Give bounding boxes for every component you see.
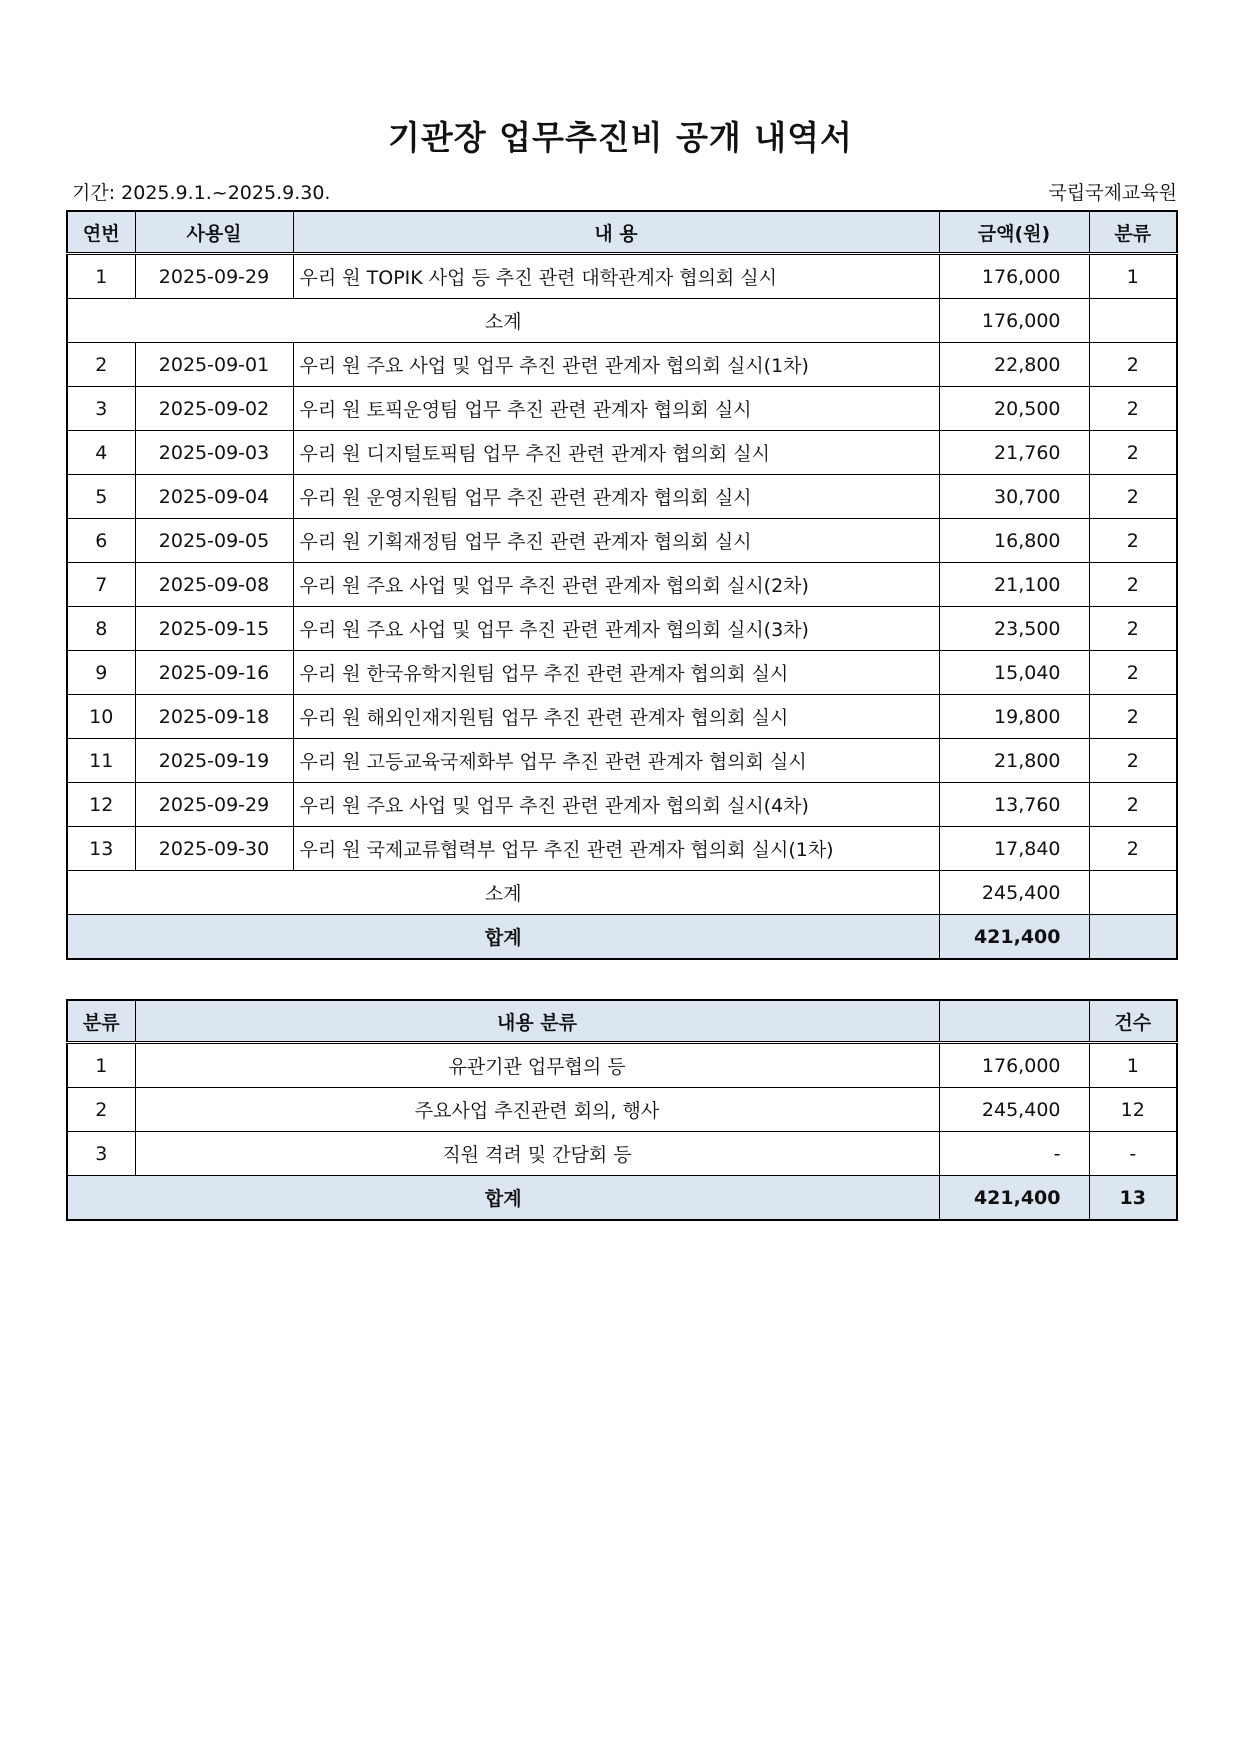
summary-total-label: 합계	[67, 1176, 939, 1221]
row-category: 2	[1089, 519, 1177, 563]
row-no: 6	[67, 519, 135, 563]
table-row	[67, 783, 1177, 827]
row-date: 2025-09-03	[135, 431, 293, 475]
row-content: 우리 원 디지털토픽팀 업무 추진 관련 관계자 협의회 실시	[293, 431, 939, 475]
table-row	[67, 1043, 1177, 1088]
table-row	[67, 739, 1177, 783]
row-date: 2025-09-04	[135, 475, 293, 519]
row-category: 2	[1089, 475, 1177, 519]
row-category: 2	[1089, 387, 1177, 431]
row-date: 2025-09-19	[135, 739, 293, 783]
subtotal-row	[67, 871, 1177, 915]
row-date: 2025-09-29	[135, 783, 293, 827]
row-content: 우리 원 해외인재지원팀 업무 추진 관련 관계자 협의회 실시	[293, 695, 939, 739]
organization-name: 국립국제교육원	[1048, 182, 1177, 204]
row-category: 2	[1089, 431, 1177, 475]
row-amount: 21,760	[939, 431, 1089, 475]
row-date: 2025-09-15	[135, 607, 293, 651]
header-amount: 금액(원)	[939, 211, 1089, 254]
total-label: 합계	[67, 915, 939, 960]
summary-count: 1	[1089, 1043, 1177, 1088]
summary-category: 1	[67, 1043, 135, 1088]
row-amount: 16,800	[939, 519, 1089, 563]
row-amount: 21,800	[939, 739, 1089, 783]
table-row	[67, 431, 1177, 475]
summary-amount: 176,000	[939, 1043, 1089, 1088]
summary-table-header	[67, 1000, 1177, 1043]
row-amount: 15,040	[939, 651, 1089, 695]
document-title: 기관장 업무추진비 공개 내역서	[388, 118, 853, 157]
row-content: 우리 원 기획재정팀 업무 추진 관련 관계자 협의회 실시	[293, 519, 939, 563]
row-category: 2	[1089, 607, 1177, 651]
summary-amount: 245,400	[939, 1088, 1089, 1132]
row-no: 13	[67, 827, 135, 871]
table-row	[67, 607, 1177, 651]
row-content: 우리 원 주요 사업 및 업무 추진 관련 관계자 협의회 실시(1차)	[293, 343, 939, 387]
table-row	[67, 563, 1177, 607]
table-row	[67, 1132, 1177, 1176]
row-content: 우리 원 고등교육국제화부 업무 추진 관련 관계자 협의회 실시	[293, 739, 939, 783]
row-no: 4	[67, 431, 135, 475]
subtotal-amount: 245,400	[939, 871, 1089, 915]
table-row	[67, 254, 1177, 299]
summary-content: 유관기관 업무협의 등	[135, 1043, 939, 1088]
table-row	[67, 387, 1177, 431]
row-amount: 23,500	[939, 607, 1089, 651]
table-row	[67, 827, 1177, 871]
total-category-empty	[1089, 915, 1177, 960]
row-date: 2025-09-29	[135, 254, 293, 299]
row-amount: 176,000	[939, 254, 1089, 299]
row-no: 5	[67, 475, 135, 519]
summary-header-category: 분류	[67, 1000, 135, 1043]
summary-total-row	[67, 1176, 1177, 1221]
category-summary-table	[66, 999, 1178, 1221]
row-no: 10	[67, 695, 135, 739]
total-row	[67, 915, 1177, 960]
row-category: 2	[1089, 563, 1177, 607]
row-content: 우리 원 주요 사업 및 업무 추진 관련 관계자 협의회 실시(2차)	[293, 563, 939, 607]
row-no: 9	[67, 651, 135, 695]
row-amount: 20,500	[939, 387, 1089, 431]
row-date: 2025-09-01	[135, 343, 293, 387]
row-no: 12	[67, 783, 135, 827]
header-no: 연번	[67, 211, 135, 254]
summary-content: 직원 격려 및 간담회 등	[135, 1132, 939, 1176]
row-amount: 21,100	[939, 563, 1089, 607]
row-no: 2	[67, 343, 135, 387]
row-date: 2025-09-08	[135, 563, 293, 607]
row-no: 1	[67, 254, 135, 299]
period-label: 기간: 2025.9.1.~2025.9.30.	[72, 182, 331, 204]
row-content: 우리 원 국제교류협력부 업무 추진 관련 관계자 협의회 실시(1차)	[293, 827, 939, 871]
row-no: 7	[67, 563, 135, 607]
subtotal-label: 소계	[67, 871, 939, 915]
row-content: 우리 원 토픽운영팀 업무 추진 관련 관계자 협의회 실시	[293, 387, 939, 431]
expense-table	[66, 210, 1178, 960]
summary-total-count: 13	[1089, 1176, 1177, 1221]
row-date: 2025-09-05	[135, 519, 293, 563]
summary-header-count: 건수	[1089, 1000, 1177, 1043]
summary-category: 3	[67, 1132, 135, 1176]
subtotal-category-empty	[1089, 871, 1177, 915]
row-amount: 17,840	[939, 827, 1089, 871]
row-category: 2	[1089, 343, 1177, 387]
row-category: 1	[1089, 254, 1177, 299]
summary-amount: -	[939, 1132, 1089, 1176]
row-date: 2025-09-18	[135, 695, 293, 739]
row-no: 11	[67, 739, 135, 783]
table-row	[67, 475, 1177, 519]
row-no: 3	[67, 387, 135, 431]
row-no: 8	[67, 607, 135, 651]
subtotal-category-empty	[1089, 299, 1177, 343]
row-amount: 30,700	[939, 475, 1089, 519]
summary-count: -	[1089, 1132, 1177, 1176]
row-amount: 19,800	[939, 695, 1089, 739]
summary-count: 12	[1089, 1088, 1177, 1132]
row-date: 2025-09-30	[135, 827, 293, 871]
header-content: 내 용	[293, 211, 939, 254]
summary-total-amount: 421,400	[939, 1176, 1089, 1221]
header-category: 분류	[1089, 211, 1177, 254]
row-content: 우리 원 주요 사업 및 업무 추진 관련 관계자 협의회 실시(4차)	[293, 783, 939, 827]
row-content: 우리 원 TOPIK 사업 등 추진 관련 대학관계자 협의회 실시	[293, 254, 939, 299]
summary-header-amount	[939, 1000, 1089, 1043]
row-category: 2	[1089, 783, 1177, 827]
expense-table-header	[67, 211, 1177, 254]
total-amount: 421,400	[939, 915, 1089, 960]
row-content: 우리 원 한국유학지원팀 업무 추진 관련 관계자 협의회 실시	[293, 651, 939, 695]
row-category: 2	[1089, 695, 1177, 739]
row-date: 2025-09-16	[135, 651, 293, 695]
table-row	[67, 519, 1177, 563]
row-category: 2	[1089, 651, 1177, 695]
header-date: 사용일	[135, 211, 293, 254]
table-row	[67, 651, 1177, 695]
table-row	[67, 343, 1177, 387]
row-category: 2	[1089, 739, 1177, 783]
row-content: 우리 원 주요 사업 및 업무 추진 관련 관계자 협의회 실시(3차)	[293, 607, 939, 651]
summary-category: 2	[67, 1088, 135, 1132]
subtotal-amount: 176,000	[939, 299, 1089, 343]
summary-content: 주요사업 추진관련 회의, 행사	[135, 1088, 939, 1132]
table-row	[67, 695, 1177, 739]
row-amount: 13,760	[939, 783, 1089, 827]
subtotal-row	[67, 299, 1177, 343]
row-content: 우리 원 운영지원팀 업무 추진 관련 관계자 협의회 실시	[293, 475, 939, 519]
summary-header-content: 내용 분류	[135, 1000, 939, 1043]
table-row	[67, 1088, 1177, 1132]
row-date: 2025-09-02	[135, 387, 293, 431]
row-category: 2	[1089, 827, 1177, 871]
row-amount: 22,800	[939, 343, 1089, 387]
subtotal-label: 소계	[67, 299, 939, 343]
